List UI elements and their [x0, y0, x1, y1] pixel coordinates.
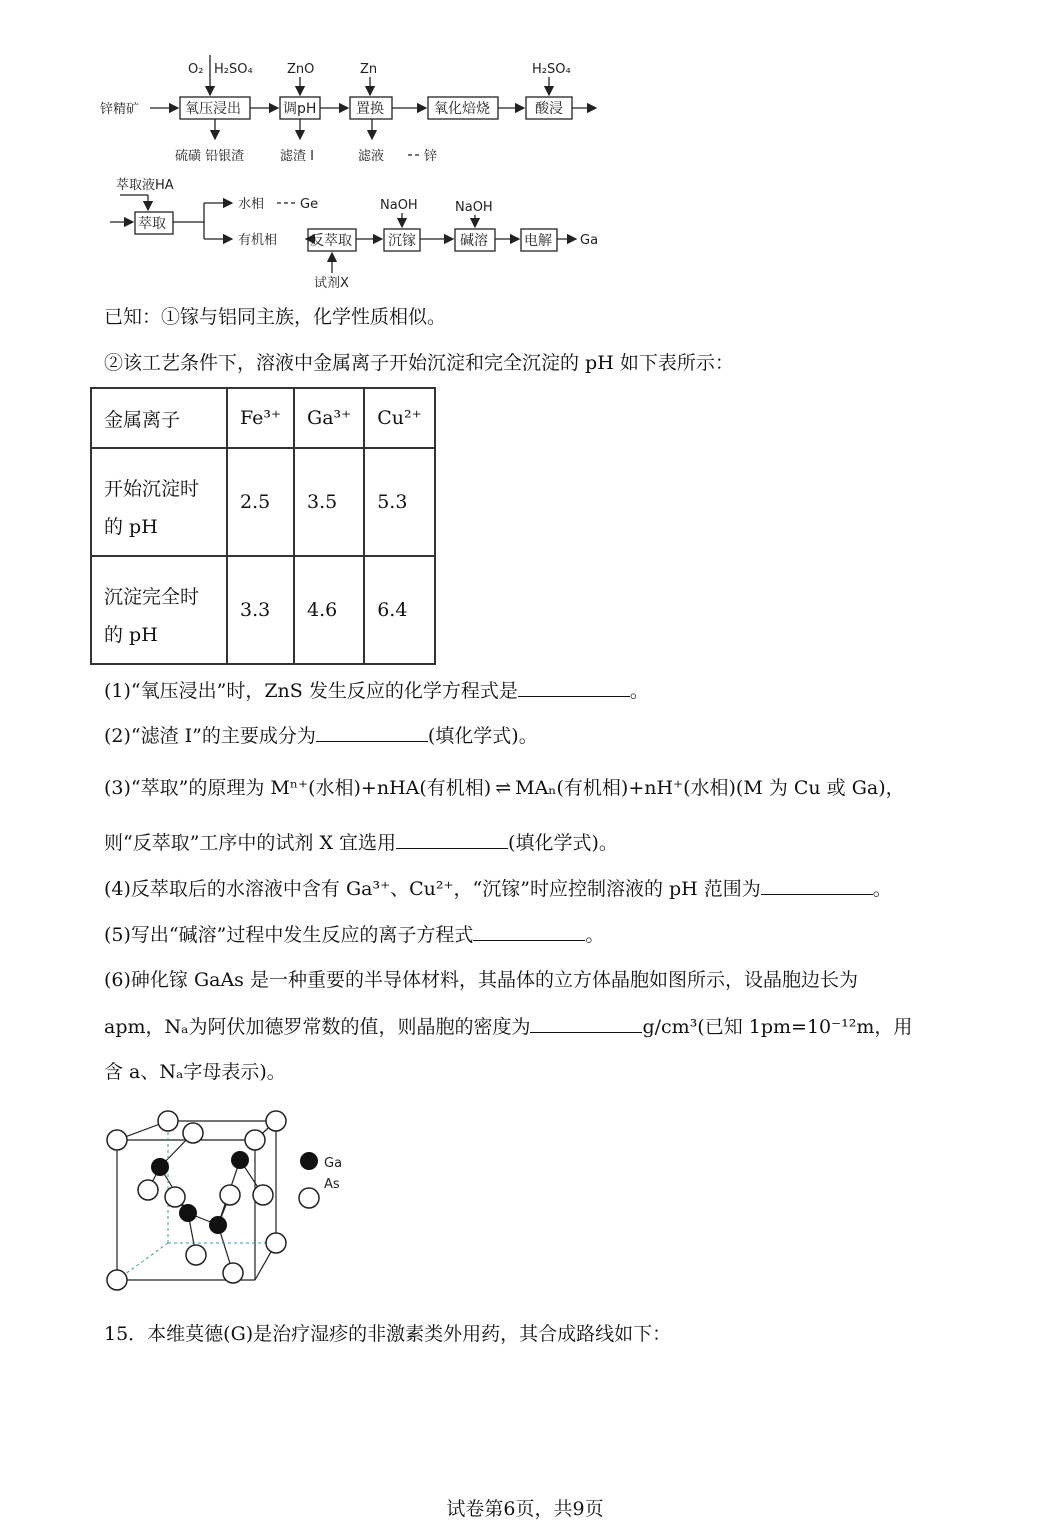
h2so4-label-2: H₂SO₄ — [532, 62, 571, 77]
step-extraction: 萃取 — [138, 216, 166, 232]
header-cell: Cu²⁺ — [364, 388, 434, 448]
question-3 — [104, 776, 905, 800]
question-text: 。 — [872, 878, 892, 900]
ge-label: Ge — [300, 197, 319, 212]
step-oxidative-roast: 氧化焙烧 — [434, 101, 490, 117]
as-atom — [186, 1245, 206, 1265]
question-text: apm，Nₐ为阿伏加德罗常数的值，则晶胞的密度为 — [104, 1016, 531, 1038]
naoh-label-2: NaOH — [455, 200, 493, 215]
as-atom — [266, 1233, 286, 1253]
table-cell: 5.3 — [364, 448, 434, 556]
h2so4-label-1: H₂SO₄ — [214, 62, 253, 77]
ore-label: 锌精矿 — [100, 102, 140, 117]
table-cell: 3.5 — [294, 448, 364, 556]
question-6-part-2 — [104, 1014, 912, 1039]
step-alkali-dissolve: 碱溶 — [460, 233, 488, 249]
table-row — [91, 448, 435, 556]
row-label-line: 开始沉淀时 — [104, 477, 200, 500]
question-15: 15．本维莫德(G)是治疗湿疹的非激素类外用药，其合成路线如下： — [104, 1323, 672, 1345]
legend-ga-marker — [300, 1152, 318, 1170]
question-text: (1)“氧压浸出”时，ZnS 发生反应的化学方程式是 — [104, 680, 518, 702]
answer-blank[interactable] — [530, 1014, 642, 1033]
table-cell: 3.3 — [227, 556, 294, 664]
known-2: ②该工艺条件下，溶液中金属离子开始沉淀和完全沉淀的 pH 如下表所示： — [104, 352, 734, 374]
step-replacement: 置换 — [356, 101, 384, 117]
question-text: (4)反萃取后的水溶液中含有 Ga³⁺、Cu²⁺，“沉镓”时应控制溶液的 pH 范围为 — [104, 878, 761, 900]
water-phase-label: 水相 — [238, 197, 265, 212]
row-label — [91, 556, 227, 664]
as-atom — [245, 1130, 265, 1150]
answer-blank[interactable] — [396, 830, 508, 849]
header-cell: 金属离子 — [91, 388, 227, 448]
table-header-row — [91, 388, 435, 448]
reagent-x-label: 试剂X — [314, 276, 349, 291]
ga-atom — [151, 1158, 169, 1176]
question-text: 则“反萃取”工序中的试剂 X 宜选用 — [104, 832, 397, 854]
answer-blank[interactable] — [473, 922, 585, 941]
as-atom — [183, 1123, 203, 1143]
ga-atom — [231, 1151, 249, 1169]
naoh-label-1: NaOH — [380, 198, 418, 213]
legend-ga-label: Ga — [324, 1156, 343, 1171]
answer-blank[interactable] — [761, 876, 873, 895]
question-text: (填化学式)。 — [508, 832, 618, 854]
question-2 — [104, 723, 538, 748]
page-footer: 试卷第6页，共9页 — [446, 1498, 604, 1520]
table-row — [91, 556, 435, 664]
as-atom — [165, 1187, 185, 1207]
table-cell: 6.4 — [364, 556, 434, 664]
as-atom — [138, 1180, 158, 1200]
row-label-line: 的 pH — [104, 515, 158, 538]
question-text: (填化学式)。 — [427, 725, 538, 747]
question-text: g/cm³(已知 1pm=10⁻¹²m，用 — [642, 1016, 913, 1038]
header-cell: Fe³⁺ — [227, 388, 294, 448]
zn-label: Zn — [360, 62, 378, 77]
header-cell: Ga³⁺ — [294, 388, 364, 448]
extract-ha-label: 萃取液HA — [116, 178, 174, 193]
question-6-part-3: 含 a、Nₐ字母表示)。 — [104, 1061, 286, 1083]
legend-as-label: As — [324, 1177, 340, 1192]
legend-as-marker — [299, 1188, 319, 1208]
ph-table — [90, 387, 436, 665]
answer-blank[interactable] — [316, 723, 428, 742]
step-back-extraction: 反萃取 — [310, 233, 352, 249]
question-text: MAₙ(有机相)+nH⁺(水相)(M 为 Cu 或 Ga)， — [515, 777, 905, 799]
question-4 — [104, 876, 892, 901]
question-6: (6)砷化镓 GaAs 是一种重要的半导体材料，其晶体的立方体晶胞如图所示，设晶胞边长为 — [104, 969, 858, 991]
as-atom — [107, 1130, 127, 1150]
step-electrolysis: 电解 — [524, 233, 552, 249]
equilibrium-arrow: ⇌ — [495, 777, 512, 799]
step-acid-leach: 酸浸 — [535, 101, 563, 117]
question-5 — [104, 922, 604, 947]
as-atom — [253, 1185, 273, 1205]
gaas-unit-cell-diagram — [100, 1105, 360, 1300]
as-atom — [220, 1185, 240, 1205]
question-text: (2)“滤渣 I”的主要成分为 — [104, 725, 316, 747]
question-text: 。 — [629, 680, 649, 702]
zinc-label: 锌 — [424, 149, 438, 164]
zno-label: ZnO — [287, 62, 315, 77]
known-1: 已知：①镓与铝同主族，化学性质相似。 — [104, 306, 447, 328]
row-label-line: 沉淀完全时 — [104, 585, 200, 608]
as-atom — [158, 1111, 178, 1131]
ga-atom — [209, 1216, 227, 1234]
step-oxygen-leach: 氧压浸出 — [185, 101, 241, 117]
question-text: 。 — [585, 924, 605, 946]
sulfur-lead-residue-label: 硫磺 铅银渣 — [175, 149, 245, 164]
ga-product-label: Ga — [580, 233, 599, 248]
question-3-part-2 — [104, 830, 618, 855]
row-label-line: 的 pH — [104, 623, 158, 646]
process-flow-diagram — [100, 55, 620, 295]
filtrate-label: 滤液 — [358, 149, 385, 164]
organic-phase-label: 有机相 — [238, 233, 278, 248]
question-text: (3)“萃取”的原理为 Mⁿ⁺(水相)+nHA(有机相) — [104, 777, 492, 799]
row-label — [91, 448, 227, 556]
question-text: (5)写出“碱溶”过程中发生反应的离子方程式 — [104, 924, 474, 946]
step-adjust-ph: 调pH — [283, 101, 317, 117]
ga-atom — [179, 1204, 197, 1222]
answer-blank[interactable] — [518, 678, 630, 697]
o2-label: O₂ — [188, 62, 204, 77]
table-cell: 4.6 — [294, 556, 364, 664]
as-atom — [266, 1111, 286, 1131]
residue-1-label: 滤渣 I — [280, 149, 314, 164]
table-cell: 2.5 — [227, 448, 294, 556]
as-atom — [107, 1270, 127, 1290]
question-1 — [104, 678, 649, 703]
as-atom — [223, 1263, 243, 1283]
step-gallium-precipitation: 沉镓 — [388, 233, 416, 249]
